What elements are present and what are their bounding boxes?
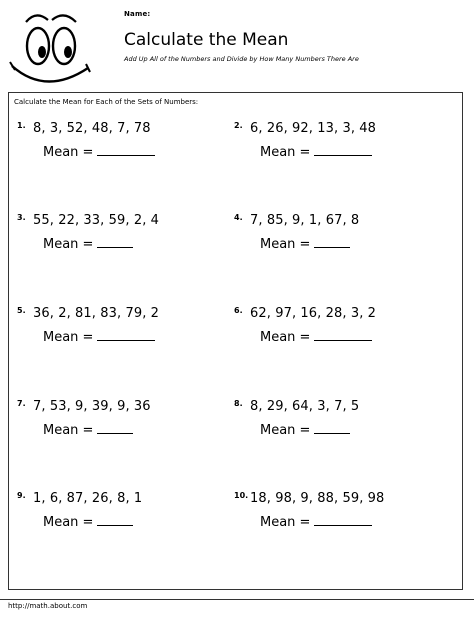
answer-blank[interactable] [97, 524, 133, 526]
problem-number: 10. [234, 491, 249, 500]
problem-values: 1, 6, 87, 26, 8, 1 [33, 491, 143, 506]
problem-number: 1. [17, 121, 26, 130]
mean-answer-line [43, 237, 133, 252]
answer-blank[interactable] [97, 154, 155, 156]
worksheet-header [124, 10, 470, 63]
mean-label: Mean = [260, 515, 311, 530]
answer-blank[interactable] [97, 432, 133, 434]
answer-blank[interactable] [97, 339, 155, 341]
problem-number: 3. [17, 213, 26, 222]
mean-answer-line [43, 515, 133, 530]
problem-values: 7, 53, 9, 39, 9, 36 [33, 399, 151, 414]
mean-answer-line [260, 330, 372, 345]
problem-number: 4. [234, 213, 243, 222]
problem-values: 6, 26, 92, 13, 3, 48 [250, 121, 377, 136]
answer-blank[interactable] [314, 339, 372, 341]
mean-label: Mean = [43, 145, 94, 160]
problem-number: 5. [17, 306, 26, 315]
answer-blank[interactable] [314, 246, 350, 248]
instructions-text: Calculate the Mean for Each of the Sets of Numbers: [14, 98, 199, 106]
problem-values: 18, 98, 9, 88, 59, 98 [250, 491, 385, 506]
page-subtitle: Add Up All of the Numbers and Divide by How Many Numbers There Are [124, 55, 359, 63]
problem-values: 8, 3, 52, 48, 7, 78 [33, 121, 151, 136]
mean-label: Mean = [260, 145, 311, 160]
mean-answer-line [260, 237, 350, 252]
smiley-face-icon [6, 8, 92, 90]
problem-number: 8. [234, 399, 243, 408]
problem-number: 2. [234, 121, 243, 130]
mean-label: Mean = [260, 237, 311, 252]
footer-url: http://math.about.com [8, 602, 88, 610]
answer-blank[interactable] [97, 246, 133, 248]
answer-blank[interactable] [314, 154, 372, 156]
problem-number: 9. [17, 491, 26, 500]
mean-label: Mean = [260, 330, 311, 345]
mean-label: Mean = [43, 237, 94, 252]
name-label: Name: [124, 10, 151, 18]
problem-number: 7. [17, 399, 26, 408]
mean-answer-line [260, 515, 372, 530]
problem-values: 7, 85, 9, 1, 67, 8 [250, 213, 360, 228]
answer-blank[interactable] [314, 524, 372, 526]
mean-answer-line [260, 423, 350, 438]
problem-number: 6. [234, 306, 243, 315]
mean-answer-line [43, 145, 155, 160]
footer-divider [0, 599, 474, 600]
mean-answer-line [43, 330, 155, 345]
problem-values: 55, 22, 33, 59, 2, 4 [33, 213, 160, 228]
mean-label: Mean = [43, 515, 94, 530]
answer-blank[interactable] [314, 432, 350, 434]
problem-values: 8, 29, 64, 3, 7, 5 [250, 399, 360, 414]
mean-answer-line [260, 145, 372, 160]
mean-label: Mean = [260, 423, 311, 438]
mean-label: Mean = [43, 330, 94, 345]
mean-answer-line [43, 423, 133, 438]
problem-values: 36, 2, 81, 83, 79, 2 [33, 306, 160, 321]
problems-frame [8, 92, 463, 590]
mean-label: Mean = [43, 423, 94, 438]
problem-values: 62, 97, 16, 28, 3, 2 [250, 306, 377, 321]
page-title: Calculate the Mean [124, 30, 289, 50]
